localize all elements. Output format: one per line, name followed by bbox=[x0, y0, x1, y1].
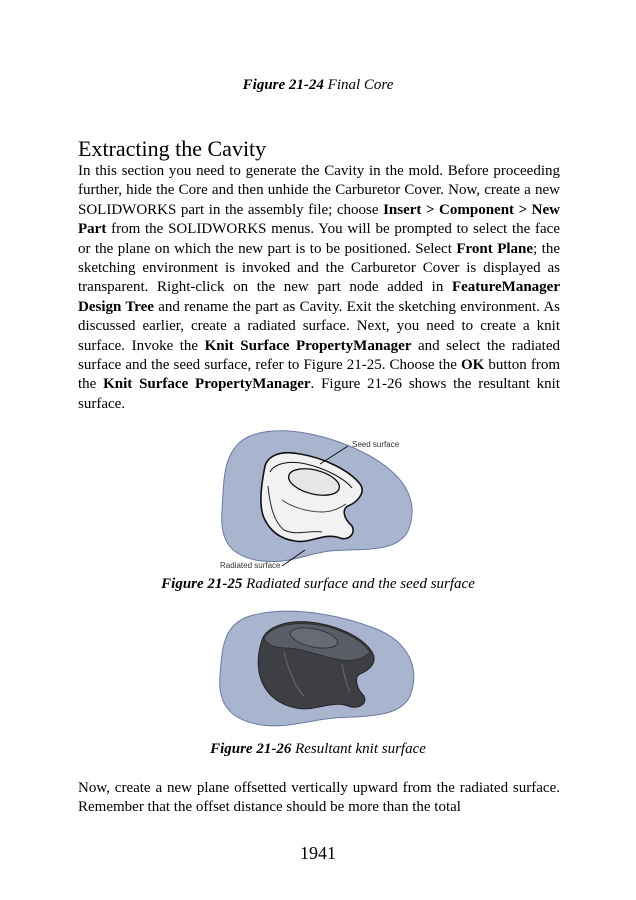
para1-text-2: from the SOLIDWORKS menus. You will be prompted to select the face or the plane on which the new part is to be positioned. Select bbox=[78, 221, 560, 257]
figure-25-number: Figure 21-25 bbox=[161, 576, 243, 592]
para1-text-6: button from the bbox=[78, 357, 560, 393]
radiated-surface-label: Radiated surface bbox=[220, 561, 281, 570]
para1-text-1: In this section you need to generate the Cavity in the mold. Before proceeding further, hide the Core and then unhide the Carburetor Cover. Now, create a new SOLIDWORKS part in the assembly file; choose bbox=[78, 163, 560, 218]
body-paragraph-2: Now, create a new plane offsetted vertically upward from the radiated surface. Remember that the offset distance should be more than the total bbox=[78, 780, 560, 816]
para1-text-3: ; the sketching environment is invoked and the Carburetor Cover is displayed as transparent. Right-click on the new part node added in bbox=[78, 240, 561, 296]
figure-25-image bbox=[210, 426, 420, 571]
page-number: 1941 bbox=[300, 843, 336, 863]
figure-26-caption bbox=[0, 741, 636, 758]
figure-24-number: Figure 21-24 bbox=[242, 77, 324, 93]
para1-text-4: and rename the part as Cavity. Exit the sketching environment. As discussed earlier, create a radiated surface. Next, you need to create a knit surface. Invoke the bbox=[78, 298, 560, 354]
front-plane-term: Front Plane bbox=[456, 240, 534, 257]
figure-24-caption bbox=[0, 77, 636, 94]
knit-surface-propertymanager-term-2: Knit Surface PropertyManager bbox=[103, 376, 311, 393]
figure-24-title: Final Core bbox=[327, 77, 394, 93]
figure-25-title: Radiated surface and the seed surface bbox=[246, 576, 475, 592]
para1-text-7: . Figure 21-26 shows the resultant knit surface. bbox=[78, 376, 561, 412]
figure-26-image bbox=[214, 608, 418, 728]
knit-surface-propertymanager-term: Knit Surface PropertyManager bbox=[204, 337, 412, 354]
menu-path-insert-component-new-part: Insert > Component > New Part bbox=[78, 201, 560, 238]
body-paragraph-1 bbox=[78, 162, 560, 414]
featuremanager-design-tree-term: FeatureManager Design Tree bbox=[78, 279, 560, 315]
ok-button-term: OK bbox=[461, 357, 485, 374]
figure-26-title: Resultant knit surface bbox=[295, 741, 426, 757]
figure-25-caption bbox=[0, 576, 636, 593]
seed-surface-label: Seed surface bbox=[352, 440, 400, 449]
section-heading: Extracting the Cavity bbox=[78, 136, 267, 161]
para1-text-5: and select the radiated surface and the seed surface, refer to Figure 21-25. Choose the bbox=[78, 337, 560, 374]
figure-26-number: Figure 21-26 bbox=[210, 741, 292, 757]
